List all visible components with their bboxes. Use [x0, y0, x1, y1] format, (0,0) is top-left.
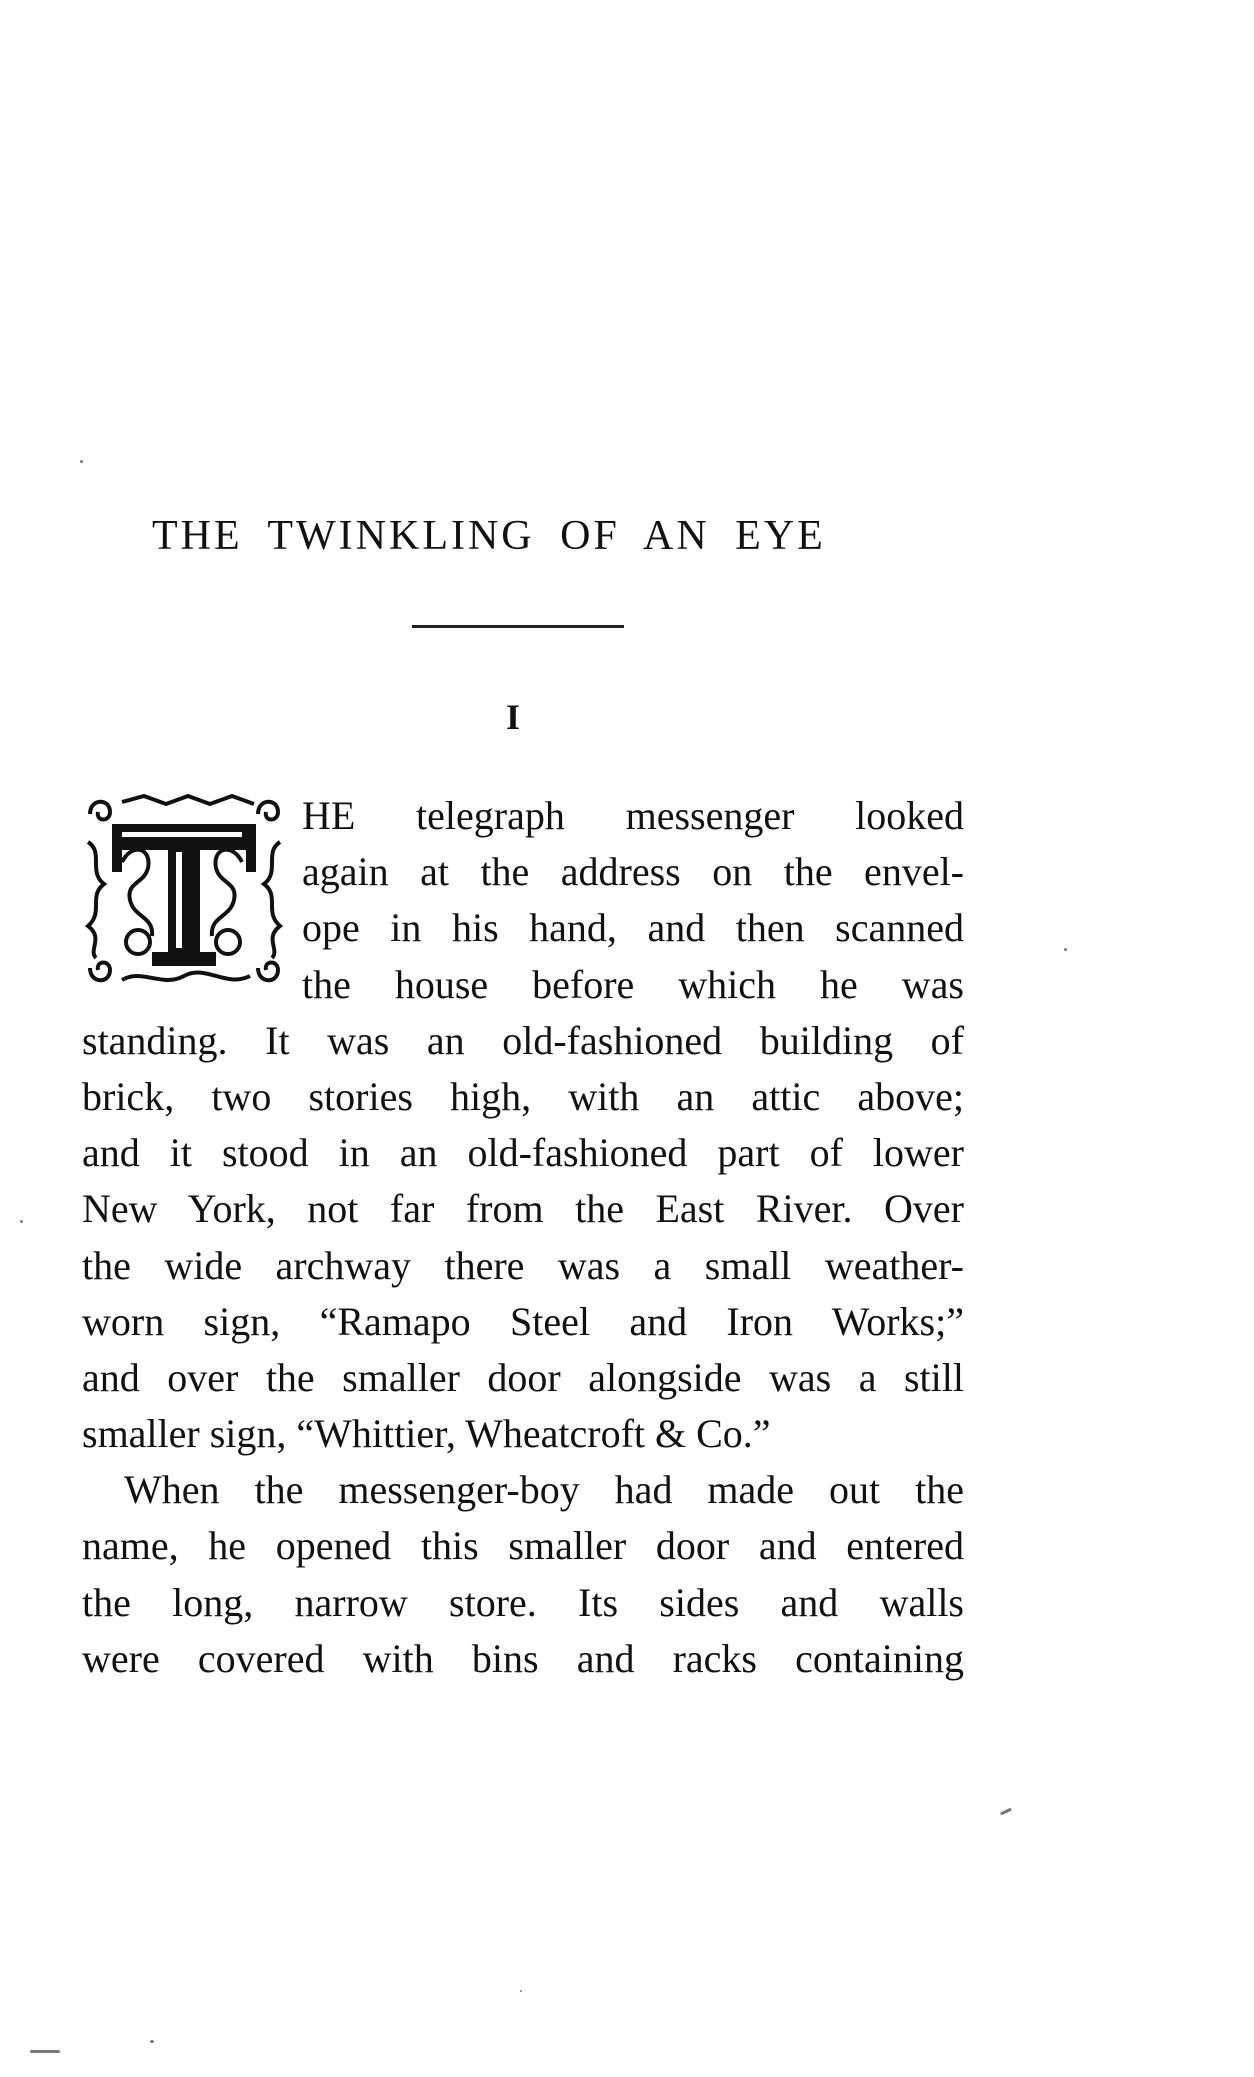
text-line: standing. It was an old-fashioned building of — [82, 1017, 964, 1063]
scan-speck — [150, 2040, 154, 2043]
text-line: When the messenger-boy had made out the — [124, 1467, 964, 1513]
text-line: again at the address on the envel- — [302, 849, 964, 895]
text-line: brick, two stories high, with an attic above; — [82, 1073, 964, 1119]
paragraph-1 — [82, 788, 964, 1462]
text-line: were covered with bins and racks containing — [82, 1635, 964, 1681]
text-line: name, he opened this smaller door and entered — [82, 1523, 964, 1569]
title-rule — [412, 625, 624, 628]
body-text — [82, 788, 964, 1687]
text-line: and over the smaller door alongside was a still — [82, 1354, 964, 1400]
scan-speck — [520, 1990, 522, 1992]
text-line: worn sign, “Ramapo Steel and Iron Works;” — [82, 1298, 964, 1344]
scan-speck — [1000, 1808, 1012, 1816]
text-line: and it stood in an old-fashioned part of lower — [82, 1130, 964, 1176]
scan-speck — [80, 460, 83, 463]
scan-speck — [30, 2050, 60, 2053]
text-line: HE telegraph messenger looked — [302, 793, 964, 838]
scan-speck — [1064, 948, 1067, 951]
paragraph-2 — [82, 1462, 964, 1687]
text-line: the house before which he was — [302, 961, 964, 1007]
text-line: the wide archway there was a small weather- — [82, 1242, 964, 1288]
text-line: ope in his hand, and then scanned — [302, 905, 964, 951]
text-line: New York, not far from the East River. Over — [82, 1186, 964, 1232]
scan-speck — [20, 1220, 23, 1223]
chapter-title: THE TWINKLING OF AN EYE — [152, 513, 826, 559]
text-line: the long, narrow store. Its sides and walls — [82, 1579, 964, 1625]
section-numeral: I — [506, 697, 521, 737]
text-line: smaller sign, “Whittier, Wheatcroft & Co.” — [82, 1411, 771, 1457]
